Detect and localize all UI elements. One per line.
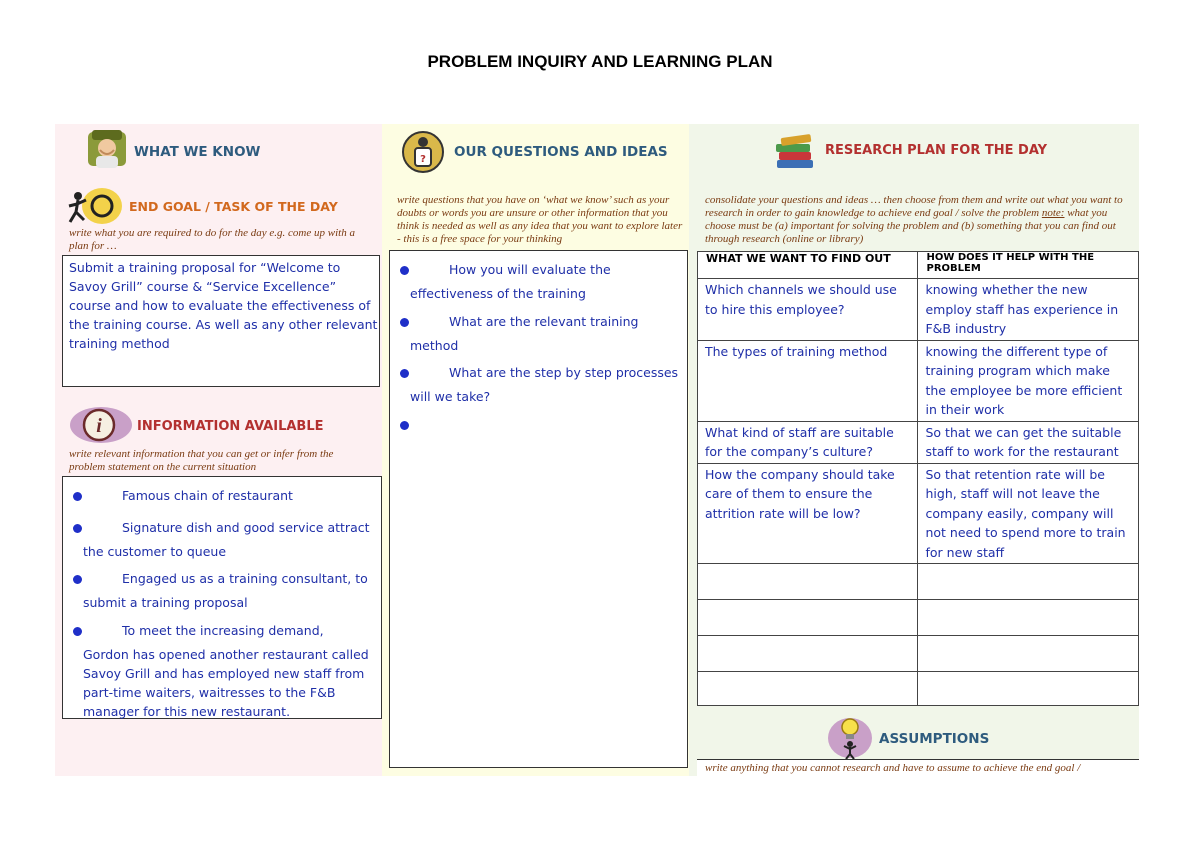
table-cell[interactable]: So that we can get the suitable staff to work for the restaurant: [918, 421, 1139, 463]
table-cell[interactable]: [698, 636, 918, 672]
column-header-find-out: WHAT WE WANT TO FIND OUT: [698, 252, 918, 279]
question-item-empty[interactable]: [400, 415, 409, 434]
questions-box[interactable]: [389, 250, 688, 768]
bullet-icon: [73, 575, 82, 584]
info-available-box[interactable]: [62, 476, 382, 719]
question-item: What are the step by step processes will we take?: [400, 363, 685, 406]
bullet-icon: [400, 318, 409, 327]
what-we-know-heading: WHAT WE KNOW: [134, 144, 261, 160]
svg-text:i: i: [96, 415, 102, 437]
question-person-icon: [401, 130, 445, 174]
question-item: What are the relevant training method: [400, 312, 680, 355]
info-item: To meet the increasing demand, Gordon has opened another restaurant called Savoy Grill and has employed new staff from part-time waiters, waitresses to the F&B manager for this new restaurant.: [73, 621, 378, 721]
table-cell[interactable]: [918, 636, 1139, 672]
info-item: Signature dish and good service attract the customer to queue: [73, 518, 373, 561]
table-row: [698, 279, 1139, 341]
table-cell[interactable]: So that retention rate will be high, staff will not leave the company easily, company will not need to spend more to train for new staff: [918, 463, 1139, 564]
bullet-icon: [400, 266, 409, 275]
bullet-icon: [73, 492, 82, 501]
lightbulb-icon: [827, 714, 873, 760]
page-title: PROBLEM INQUIRY AND LEARNING PLAN: [427, 52, 773, 71]
table-cell[interactable]: The types of training method: [698, 340, 918, 421]
table-cell[interactable]: [918, 600, 1139, 636]
table-cell[interactable]: How the company should take care of them to ensure the attrition rate will be low?: [698, 463, 918, 564]
table-row: [698, 564, 1139, 600]
assumptions-heading: ASSUMPTIONS: [879, 731, 990, 747]
end-goal-textbox[interactable]: Submit a training proposal for “Welcome to Savoy Grill” course & “Service Excellence” course and how to evaluate the effectiveness of the training course. As well as any other relevant training method: [62, 255, 380, 387]
table-row: [698, 600, 1139, 636]
table-row: [698, 340, 1139, 421]
table-cell[interactable]: [698, 600, 918, 636]
table-row: [698, 463, 1139, 564]
assumptions-box[interactable]: [697, 759, 1139, 777]
end-goal-hint: write what you are required to do for the day e.g. come up with a plan for …: [69, 227, 355, 252]
table-cell[interactable]: Which channels we should use to hire this employee?: [698, 279, 918, 341]
end-goal-heading: END GOAL / TASK OF THE DAY: [129, 199, 338, 214]
bullet-icon: [73, 524, 82, 533]
research-plan-hint: consolidate your questions and ideas … then choose from them and write out what you want to research in order to gain knowledge to achieve end goal / solve the problem note: what you choose must be (a) important for solving the problem and (b) something that you can find out through research (online or library): [705, 194, 1123, 245]
research-plan-heading: RESEARCH PLAN FOR THE DAY: [825, 143, 1048, 158]
table-row: [698, 672, 1139, 706]
table-cell[interactable]: [698, 564, 918, 600]
bullet-icon: [73, 627, 82, 636]
assumptions-hint: write anything that you cannot research and have to assume to achieve the end goal /: [705, 762, 1081, 774]
info-available-hint: write relevant information that you can get or infer from the problem statement on the current situation: [69, 448, 334, 473]
question-item: How you will evaluate the effectiveness of the training: [400, 260, 680, 303]
info-item: Famous chain of restaurant: [73, 486, 293, 505]
table-row: [698, 636, 1139, 672]
research-table: [697, 251, 1139, 706]
column-header-how-help: HOW DOES IT HELP WITH THE PROBLEM: [918, 252, 1139, 279]
table-row: [698, 421, 1139, 463]
table-cell[interactable]: [918, 672, 1139, 706]
table-cell[interactable]: knowing the different type of training program which make the employee be more efficient in their work: [918, 340, 1139, 421]
running-goal-icon: [66, 186, 124, 226]
bullet-icon: [400, 369, 409, 378]
table-cell[interactable]: [918, 564, 1139, 600]
table-cell[interactable]: What kind of staff are suitable for the company’s culture?: [698, 421, 918, 463]
thinking-person-icon: [86, 128, 128, 170]
questions-heading: OUR QUESTIONS AND IDEAS: [454, 144, 668, 160]
bullet-icon: [400, 421, 409, 430]
table-cell[interactable]: [698, 672, 918, 706]
info-icon: [69, 405, 133, 445]
info-available-heading: INFORMATION AVAILABLE: [137, 419, 324, 434]
table-cell[interactable]: knowing whether the new employ staff has experience in F&B industry: [918, 279, 1139, 341]
svg-text:?: ?: [420, 154, 426, 165]
info-item: Engaged us as a training consultant, to submit a training proposal: [73, 569, 373, 612]
table-header-row: [698, 252, 1139, 279]
questions-hint: write questions that you have on ‘what we know’ such as your doubts or words you are unsure or other information that you think is needed as well as any idea that you want to explore later - this is a free space for your thinking: [397, 194, 683, 245]
books-icon: [773, 132, 817, 172]
